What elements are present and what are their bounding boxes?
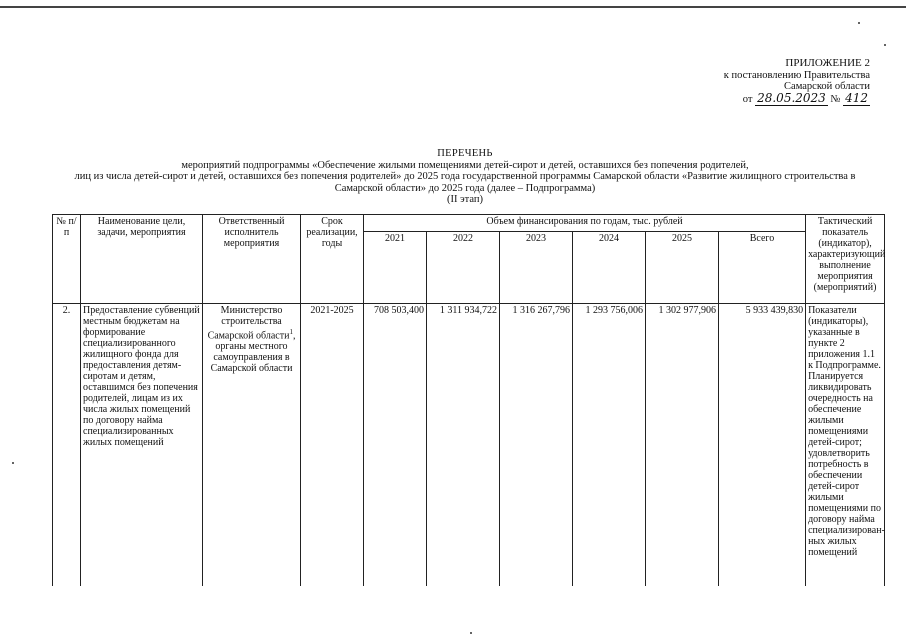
heading-line: лиц из числа детей-сирот и детей, оставшихся без попечения родителей» до 2025 года государственной программы Самарской области «Развитие жилищного строительства в <box>74 171 856 182</box>
header-year: 2021 <box>364 232 427 304</box>
row-value-2024: 1 293 756,006 <box>573 304 646 587</box>
scan-top-border <box>0 6 906 8</box>
header-total: Всего <box>719 232 806 304</box>
heading-line: (II этап) <box>447 194 483 205</box>
header-year: 2023 <box>500 232 573 304</box>
heading-title: ПЕРЕЧЕНЬ <box>437 148 493 159</box>
appendix-block <box>680 58 870 105</box>
document-heading <box>40 148 890 206</box>
row-value-2021: 708 503,400 <box>364 304 427 587</box>
handwritten-number: 412 <box>845 90 868 105</box>
scan-speck <box>470 632 472 634</box>
scan-speck <box>12 462 14 464</box>
row-executor <box>203 304 301 587</box>
row-name: Предоставление субвенций местным бюджетам на формирование специализированного жилищного фонда для предоставления детям-сиротам и детям, оставшимся без попечения родителей, лицам из их числа жилых помещений по договору найма специализированных жилых помещений <box>81 304 203 587</box>
row-value-2023: 1 316 267,796 <box>500 304 573 587</box>
number-prefix: № <box>830 93 841 105</box>
header-executor: Ответственный исполнитель мероприятия <box>203 215 301 304</box>
scan-speck <box>884 44 886 46</box>
row-num: 2. <box>53 304 81 587</box>
appendix-title: ПРИЛОЖЕНИЕ 2 <box>785 57 870 69</box>
row-period: 2021-2025 <box>301 304 364 587</box>
header-funding: Объем финансирования по годам, тыс. рублей <box>364 215 806 232</box>
heading-line: Самарской области» до 2025 года (далее – Подпрограмма) <box>334 182 596 194</box>
header-indicator: Тактический показатель (индикатор), характеризующий выполнение мероприятия (мероприятий) <box>806 215 885 304</box>
row-indicator: Показатели (индикаторы), указанные в пункте 2 приложения 1.1 к Подпрограмме. Планируется ликвидировать очередность на обеспечение жилыми помещениями детей-сирот; удовлетворить потребность в обеспечении детей-сирот жилыми помещениями по договору найма специализирован-ных жилых помещений <box>806 304 885 587</box>
header-year: 2024 <box>573 232 646 304</box>
table-row <box>53 304 885 587</box>
activities-table <box>52 214 885 586</box>
heading-line: мероприятий подпрограммы «Обеспечение жилыми помещениями детей-сирот и детей, оставшихся без попечения родителей, <box>181 159 749 171</box>
appendix-line: к постановлению Правительства <box>723 69 870 81</box>
header-num: № п/п <box>53 215 81 304</box>
header-year: 2025 <box>646 232 719 304</box>
executor-text: Министерство строительства Самарской области <box>207 305 290 342</box>
header-row-1 <box>53 215 885 232</box>
executor-text: , органы местного самоуправления в Самарской области <box>210 330 296 375</box>
row-value-total: 5 933 439,830 <box>719 304 806 587</box>
appendix-date-line <box>680 90 870 106</box>
handwritten-date: 28.05.2023 <box>757 90 826 105</box>
scan-speck <box>858 22 860 24</box>
header-year: 2022 <box>427 232 500 304</box>
appendix-line: Самарской области <box>784 81 870 92</box>
date-prefix: от <box>742 93 753 105</box>
row-value-2025: 1 302 977,906 <box>646 304 719 587</box>
header-period: Срок реализации, годы <box>301 215 364 304</box>
header-name: Наименование цели, задачи, мероприятия <box>81 215 203 304</box>
footnote-mark: 1 <box>289 328 293 336</box>
row-value-2022: 1 311 934,722 <box>427 304 500 587</box>
